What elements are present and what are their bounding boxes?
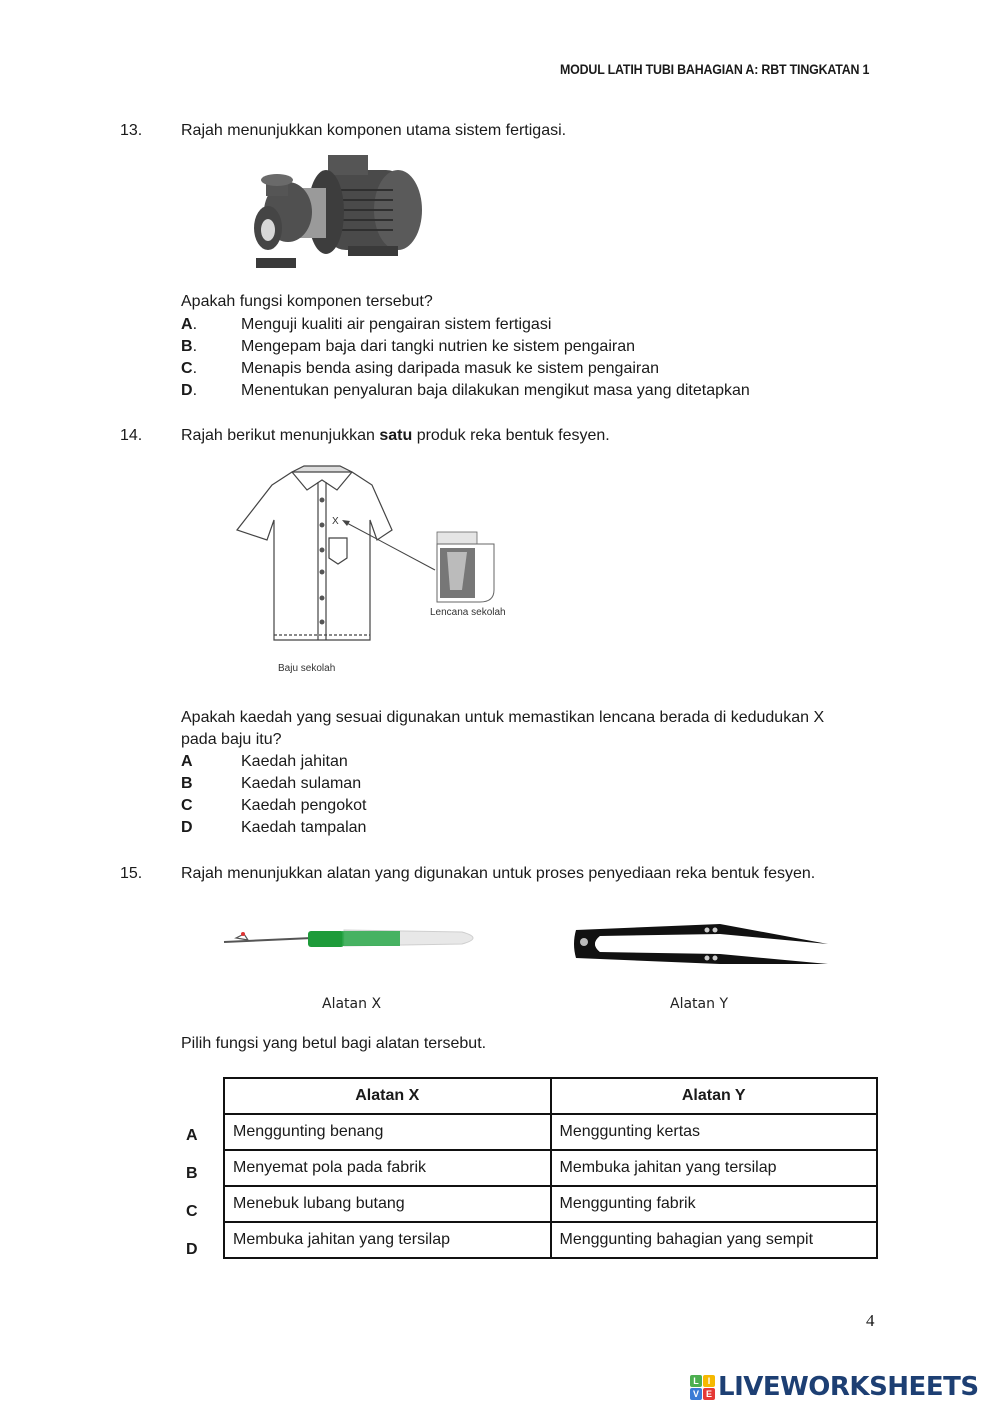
question-14-option-b[interactable]: [181, 775, 361, 793]
question-15-stem: Rajah menunjukkan alatan yang digunakan untuk proses penyediaan reka bentuk fesyen.: [181, 865, 816, 882]
option-letter: B: [181, 775, 193, 792]
row-letter-c[interactable]: C: [186, 1203, 198, 1220]
question-15-number: 15.: [120, 865, 143, 882]
question-13-option-d[interactable]: D. Menentukan penyaluran baja dilakukan mengikut masa yang ditetapkan: [181, 382, 750, 399]
option-letter: D: [181, 819, 193, 836]
question-15-prompt: Pilih fungsi yang betul bagi alatan tersebut.: [181, 1035, 487, 1052]
water-pump-icon: [254, 155, 422, 268]
option-letter: B: [181, 338, 193, 355]
table-header-row: [224, 1078, 877, 1114]
cell-alatan-x: Menyemat pola pada fabrik: [224, 1150, 551, 1186]
option-letter: C: [181, 360, 193, 377]
option-text: Kaedah pengokot: [241, 797, 367, 814]
liveworksheets-logo[interactable]: [690, 1372, 979, 1402]
water-pump-image: [248, 150, 426, 280]
table-row[interactable]: [224, 1222, 877, 1258]
question-14-option-c[interactable]: [181, 797, 366, 815]
option-letter: D: [181, 382, 193, 399]
stem-text: Rajah berikut menunjukkan: [181, 427, 380, 444]
question-13-prompt: Apakah fungsi komponen tersebut?: [181, 293, 433, 310]
seam-ripper-image: [222, 924, 486, 952]
cell-alatan-x: Menebuk lubang butang: [224, 1186, 551, 1222]
row-letter-d[interactable]: D: [186, 1241, 198, 1258]
question-13-option-c[interactable]: C. Menapis benda asing daripada masuk ke sistem pengairan: [181, 360, 660, 377]
logo-tiles-icon: [690, 1375, 715, 1400]
school-badge-icon: [437, 532, 494, 602]
option-text: Menentukan penyaluran baja dilakukan mengikut masa yang ditetapkan: [241, 382, 750, 399]
thread-snips-icon: [574, 924, 828, 964]
question-13-number: 13.: [120, 122, 143, 139]
module-header: MODUL LATIH TUBI BAHAGIAN A: RBT TINGKATAN 1: [560, 62, 870, 77]
cell-alatan-x: Menggunting benang: [224, 1114, 551, 1150]
logo-tile: I: [703, 1375, 715, 1387]
cell-alatan-y: Menggunting kertas: [551, 1114, 878, 1150]
column-header-alatan-y: Alatan Y: [551, 1078, 878, 1114]
logo-tile: E: [703, 1388, 715, 1400]
option-letter: A: [181, 316, 193, 333]
option-text: Kaedah jahitan: [241, 753, 348, 770]
shirt-caption: Baju sekolah: [278, 663, 336, 674]
option-text: Kaedah tampalan: [241, 819, 367, 836]
question-14-number: 14.: [120, 427, 143, 444]
page-number: 4: [866, 1311, 875, 1330]
question-14-stem: [181, 427, 610, 445]
answer-table: [223, 1077, 878, 1259]
row-letter-a[interactable]: A: [186, 1127, 198, 1144]
option-text: Menguji kualiti air pengairan sistem fertigasi: [241, 316, 552, 333]
question-14-prompt-line1: Apakah kaedah yang sesuai digunakan untuk memastikan lencana berada di kedudukan X: [181, 709, 825, 726]
question-13-option-b[interactable]: B. Mengepam baja dari tangki nutrien ke sistem pengairan: [181, 338, 636, 355]
seam-ripper-icon: [224, 930, 473, 947]
school-shirt-diagram: [232, 460, 522, 674]
question-13-option-a[interactable]: A. Menguji kualiti air pengairan sistem fertigasi: [181, 316, 552, 333]
tool-y-caption: Alatan Y: [670, 996, 728, 1012]
thread-snips-image: [570, 918, 832, 970]
cell-alatan-y: Menggunting bahagian yang sempit: [551, 1222, 878, 1258]
shirt-icon: [237, 466, 392, 640]
option-text: Mengepam baja dari tangki nutrien ke sistem pengairan: [241, 338, 636, 355]
question-13-stem: Rajah menunjukkan komponen utama sistem fertigasi.: [181, 122, 567, 139]
cell-alatan-y: Menggunting fabrik: [551, 1186, 878, 1222]
option-text: Menapis benda asing daripada masuk ke sistem pengairan: [241, 360, 660, 377]
logo-tile: V: [690, 1388, 702, 1400]
tool-x-caption: Alatan X: [322, 996, 382, 1012]
stem-text: produk reka bentuk fesyen.: [412, 427, 610, 444]
cell-alatan-x: Membuka jahitan yang tersilap: [224, 1222, 551, 1258]
option-letter: A: [181, 753, 193, 770]
row-letter-b[interactable]: B: [186, 1165, 198, 1182]
option-text: Kaedah sulaman: [241, 775, 362, 792]
cell-alatan-y: Membuka jahitan yang tersilap: [551, 1150, 878, 1186]
table-row[interactable]: [224, 1186, 877, 1222]
question-14-prompt-line2: pada baju itu?: [181, 731, 282, 748]
question-14-option-d[interactable]: [181, 819, 366, 837]
table-row[interactable]: [224, 1114, 877, 1150]
stem-emphasis: satu: [379, 427, 413, 444]
column-header-alatan-x: Alatan X: [224, 1078, 551, 1114]
table-row[interactable]: [224, 1150, 877, 1186]
badge-caption: Lencana sekolah: [430, 607, 506, 618]
question-14-option-a[interactable]: [181, 753, 348, 771]
logo-tile: L: [690, 1375, 702, 1387]
option-letter: C: [181, 797, 193, 814]
position-x-marker: X: [332, 516, 339, 527]
logo-text: LIVEWORKSHEETS: [718, 1372, 979, 1402]
